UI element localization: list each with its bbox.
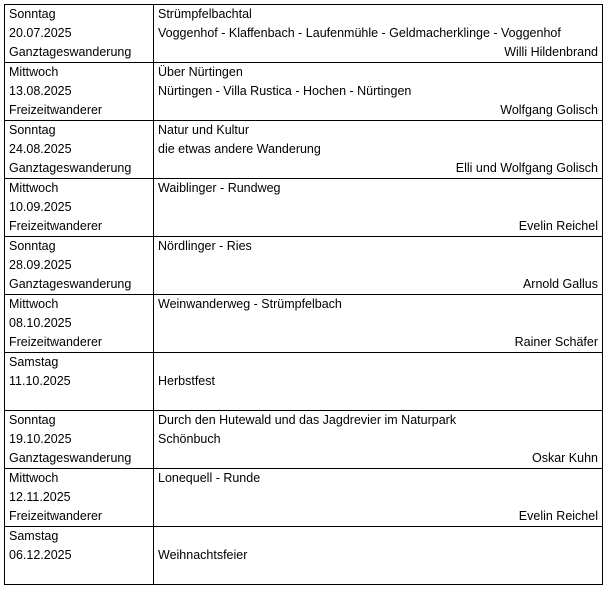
tour-leader: Rainer Schäfer — [514, 335, 598, 349]
event-title: Strümpfelbachtal — [158, 7, 252, 21]
schedule-row — [5, 121, 603, 179]
event-cell — [154, 121, 603, 179]
date-cell — [5, 5, 154, 63]
tour-leader: Willi Hildenbrand — [504, 45, 598, 59]
event-title: Natur und Kultur — [158, 123, 250, 137]
date: 11.10.2025 — [9, 374, 71, 388]
weekday: Sonntag — [9, 123, 56, 137]
weekday: Samstag — [9, 529, 59, 543]
event-cell — [154, 411, 603, 469]
date-cell — [5, 237, 154, 295]
tour-leader: Evelin Reichel — [518, 509, 598, 523]
schedule-table — [4, 4, 603, 585]
schedule-row — [5, 237, 603, 295]
category — [9, 565, 149, 584]
event-route: Nürtingen - Villa Rustica - Hochen - Nürtingen — [158, 84, 412, 98]
schedule-row — [5, 469, 603, 527]
date: 10.09.2025 — [9, 200, 72, 214]
category: Ganztageswanderung — [9, 45, 132, 59]
schedule-row — [5, 295, 603, 353]
date: 13.08.2025 — [9, 84, 72, 98]
date: 19.10.2025 — [9, 432, 72, 446]
event-cell — [154, 179, 603, 237]
date-cell — [5, 63, 154, 121]
schedule-row — [5, 527, 603, 585]
event-route — [158, 488, 598, 507]
category: Ganztageswanderung — [9, 277, 132, 291]
event-route — [158, 198, 598, 217]
weekday: Sonntag — [9, 413, 56, 427]
event-title: Herbstfest — [158, 374, 215, 388]
date-cell — [5, 469, 154, 527]
event-title: Lonequell - Runde — [158, 471, 261, 485]
event-route: die etwas andere Wanderung — [158, 142, 321, 156]
tour-leader: Elli und Wolfgang Golisch — [455, 161, 598, 175]
event-title: Über Nürtingen — [158, 65, 243, 79]
event-title: Weinwanderweg - Strümpfelbach — [158, 297, 342, 311]
date-cell — [5, 295, 154, 353]
date: 12.11.2025 — [9, 490, 71, 504]
event-cell — [154, 469, 603, 527]
event-title: Nördlinger - Ries — [158, 239, 252, 253]
event-cell — [154, 295, 603, 353]
tour-leader: Oskar Kuhn — [531, 451, 598, 465]
schedule-row — [5, 411, 603, 469]
date-cell — [5, 411, 154, 469]
event-cell — [154, 353, 603, 411]
weekday: Sonntag — [9, 7, 56, 21]
event-cell — [154, 5, 603, 63]
category: Freizeitwanderer — [9, 219, 103, 233]
category: Ganztageswanderung — [9, 161, 132, 175]
category — [9, 391, 149, 410]
weekday: Sonntag — [9, 239, 56, 253]
weekday: Mittwoch — [9, 297, 59, 311]
date-cell — [5, 179, 154, 237]
schedule-row — [5, 63, 603, 121]
tour-leader: Wolfgang Golisch — [500, 103, 598, 117]
date: 06.12.2025 — [9, 548, 72, 562]
weekday: Mittwoch — [9, 181, 59, 195]
event-title: Waiblinger - Rundweg — [158, 181, 281, 195]
event-route: Schönbuch — [158, 432, 221, 446]
date-cell — [5, 121, 154, 179]
event-cell — [154, 237, 603, 295]
date: 20.07.2025 — [9, 26, 72, 40]
category: Ganztageswanderung — [9, 451, 132, 465]
category: Freizeitwanderer — [9, 103, 103, 117]
tour-leader: Evelin Reichel — [518, 219, 598, 233]
date-cell — [5, 353, 154, 411]
date-cell — [5, 527, 154, 585]
event-route: Voggenhof - Klaffenbach - Laufenmühle - Geldmacherklinge - Voggenhof — [158, 26, 561, 40]
weekday: Mittwoch — [9, 471, 59, 485]
schedule-row — [5, 5, 603, 63]
weekday: Samstag — [9, 355, 59, 369]
date: 24.08.2025 — [9, 142, 72, 156]
schedule-row — [5, 179, 603, 237]
event-title: Weihnachtsfeier — [158, 548, 248, 562]
date: 28.09.2025 — [9, 258, 72, 272]
event-cell — [154, 63, 603, 121]
event-cell — [154, 527, 603, 585]
event-route — [158, 314, 598, 333]
category: Freizeitwanderer — [9, 335, 103, 349]
tour-leader: Arnold Gallus — [522, 277, 598, 291]
date: 08.10.2025 — [9, 316, 72, 330]
category: Freizeitwanderer — [9, 509, 103, 523]
schedule-row — [5, 353, 603, 411]
weekday: Mittwoch — [9, 65, 59, 79]
event-route — [158, 256, 598, 275]
event-title: Durch den Hutewald und das Jagdrevier im Naturpark — [158, 413, 457, 427]
